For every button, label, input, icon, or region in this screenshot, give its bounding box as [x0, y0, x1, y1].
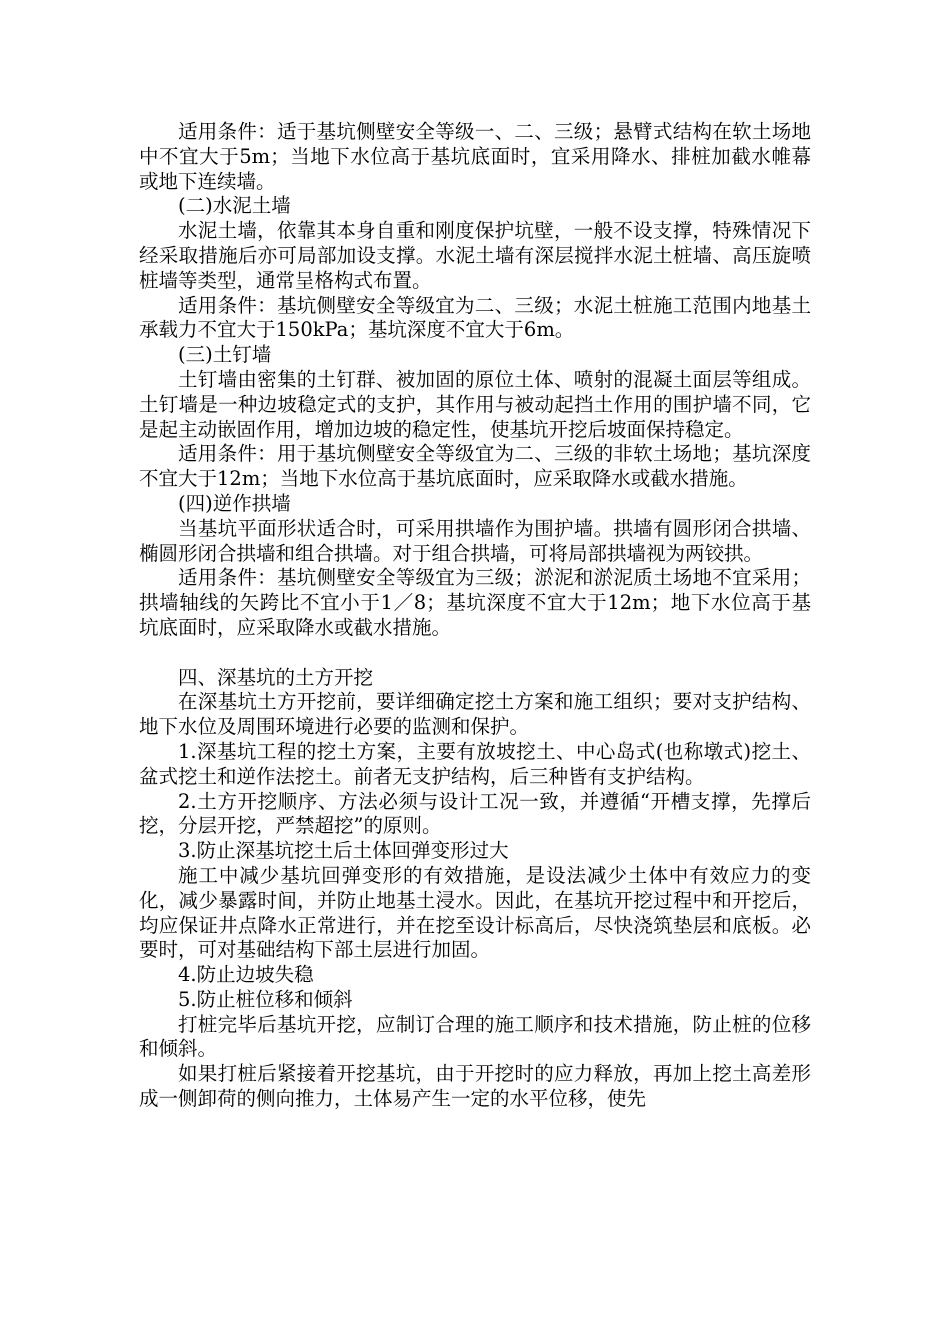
paragraph-item-5: 打桩完毕后基坑开挖，应制订合理的施工顺序和技术措施，防止桩的位移和倾斜。 — [139, 1012, 811, 1061]
paragraph-cement-soil-wall: 水泥土墙，依靠其本身自重和刚度保护坑壁，一般不设支撑，特殊情况下经采取措施后亦可局部加设支撑。水泥土墙有深层搅拌水泥土桩墙、高压旋喷桩墙等类型，通常呈格构式布置。 — [139, 219, 811, 292]
paragraph-item-3: 施工中减少基坑回弹变形的有效措施，是设法减少土体中有效应力的变化，减少暴露时间，并防止地基土浸水。因此，在基坑开挖过程中和开挖后，均应保证井点降水正常进行，并在挖至设计标高后，尽快浇筑垫层和底板。必要时，可对基础结构下部土层进行加固。 — [139, 863, 811, 962]
heading-item-5: 5.防止桩位移和倾斜 — [178, 987, 353, 1011]
heading-item-4: 4.防止边坡失稳 — [178, 963, 314, 987]
paragraph-soil-nail-conditions: 适用条件：用于基坑侧壁安全等级宜为二、三级的非软土场地；基坑深度不宜大于12m；当地下水位高于基坑底面时，应采取降水或截水措施。 — [139, 442, 811, 491]
heading-item-3: 3.防止深基坑挖土后土体回弹变形过大 — [178, 839, 509, 863]
paragraph-cement-soil-conditions: 适用条件：基坑侧壁安全等级宜为二、三级；水泥土桩施工范围内地基土承载力不宜大于150kPa；基坑深度不宜大于6m。 — [139, 293, 811, 342]
heading-cement-soil-wall: (二)水泥土墙 — [178, 194, 291, 218]
blank-line — [139, 641, 811, 666]
paragraph-item-5-continued: 如果打桩后紧接着开挖基坑，由于开挖时的应力释放，再加上挖土高差形成一侧卸荷的侧向推力，土体易产生一定的水平位移，使先 — [139, 1062, 811, 1111]
paragraph-soil-nail-wall: 土钉墙由密集的土钉群、被加固的原位土体、喷射的混凝土面层等组成。土钉墙是一种边坡稳定式的支护，其作用与被动起挡土作用的围护墙不同，它是起主动嵌固作用，增加边坡的稳定性，使基坑开挖后坡面保持稳定。 — [139, 367, 811, 441]
heading-soil-nail-wall: (三)土钉墙 — [178, 343, 272, 367]
paragraph-item-2: 2.土方开挖顺序、方法必须与设计工况一致，并遵循“开槽支撑，先撑后挖，分层开挖，严禁超挖”的原则。 — [139, 789, 811, 838]
heading-section-four: 四、深基坑的土方开挖 — [178, 665, 374, 689]
heading-arch-wall: (四)逆作拱墙 — [178, 491, 291, 515]
paragraph-cantilever-conditions: 适用条件：适于基坑侧壁安全等级一、二、三级；悬臂式结构在软土场地中不宜大于5m；当地下水位高于基坑底面时，宜采用降水、排桩加截水帷幕或地下连续墙。 — [139, 120, 811, 193]
paragraph-arch-wall: 当基坑平面形状适合时，可采用拱墙作为围护墙。拱墙有圆形闭合拱墙、椭圆形闭合拱墙和组合拱墙。对于组合拱墙，可将局部拱墙视为两铰拱。 — [139, 516, 811, 565]
document-body — [139, 120, 811, 1112]
paragraph-item-1: 1.深基坑工程的挖土方案，主要有放坡挖土、中心岛式(也称墩式)挖土、盆式挖土和逆作法挖土。前者无支护结构，后三种皆有支护结构。 — [139, 739, 811, 788]
paragraph-excavation-intro: 在深基坑土方开挖前，要详细确定挖土方案和施工组织；要对支护结构、地下水位及周围环境进行必要的监测和保护。 — [139, 690, 811, 739]
paragraph-arch-wall-conditions: 适用条件：基坑侧壁安全等级宜为三级；淤泥和淤泥质土场地不宜采用；拱墙轴线的矢跨比不宜小于1／8；基坑深度不宜大于12m；地下水位高于基坑底面时，应采取降水或截水措施。 — [139, 566, 811, 639]
